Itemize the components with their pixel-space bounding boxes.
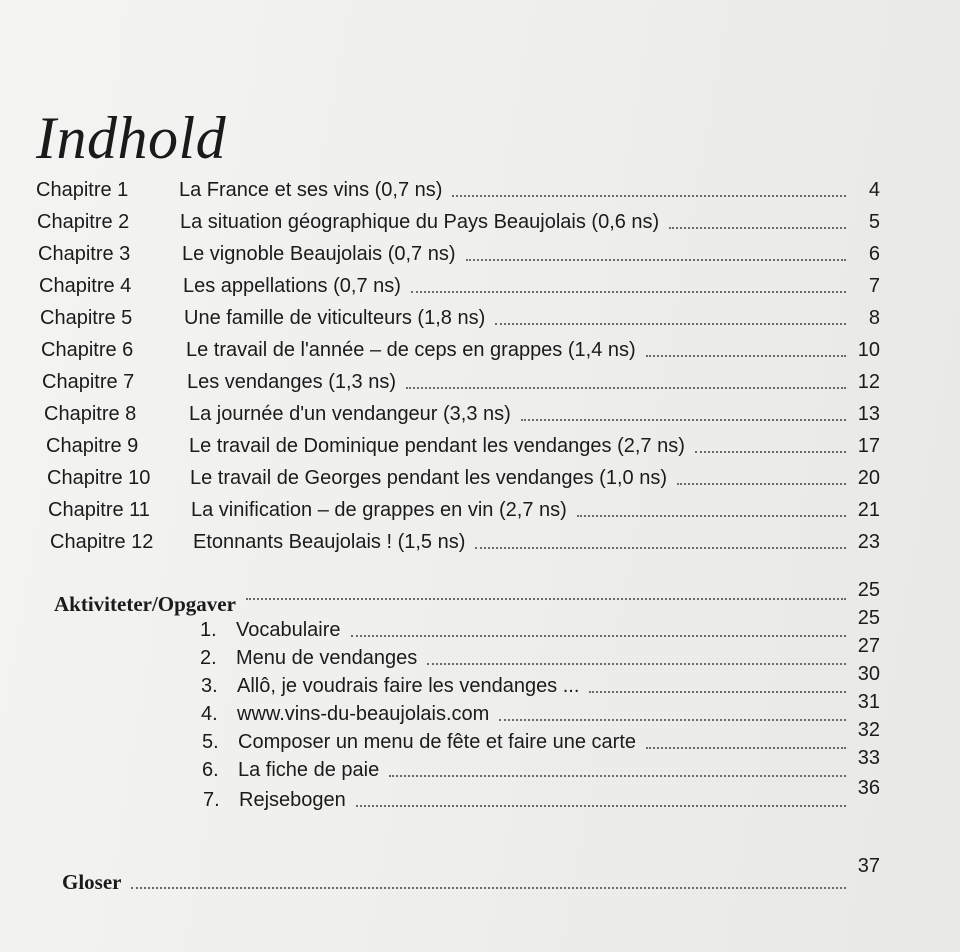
activity-title: Menu de vendanges bbox=[236, 647, 418, 669]
page-number: 30 bbox=[857, 663, 880, 685]
page-title: Indhold bbox=[36, 105, 227, 172]
chapter-label: Chapitre 7 bbox=[42, 371, 135, 393]
page-number: 6 bbox=[868, 243, 880, 265]
page-number: 25 bbox=[857, 579, 880, 601]
chapter-label: Chapitre 2 bbox=[37, 211, 130, 233]
page-number: 37 bbox=[857, 855, 880, 877]
toc-activity-row[interactable] bbox=[203, 777, 880, 812]
page-number: 33 bbox=[857, 747, 880, 769]
toc-chapter-row[interactable] bbox=[47, 460, 880, 490]
chapter-title: Les vendanges (1,3 ns) bbox=[187, 371, 397, 393]
activities-heading: Aktiviteter/Opgaver bbox=[54, 592, 236, 616]
chapter-title: Les appellations (0,7 ns) bbox=[183, 275, 401, 297]
page-number: 7 bbox=[868, 275, 880, 297]
page-number: 13 bbox=[857, 403, 880, 425]
item-number: 5. bbox=[202, 731, 219, 753]
toc-chapter-row[interactable] bbox=[40, 300, 880, 330]
toc-activity-row[interactable] bbox=[201, 663, 880, 698]
toc-activity-row[interactable] bbox=[200, 607, 880, 642]
toc-section-glossary[interactable] bbox=[62, 855, 880, 894]
dot-leader bbox=[589, 691, 846, 693]
dot-leader bbox=[131, 887, 846, 889]
toc-chapter-row[interactable] bbox=[42, 364, 880, 394]
toc-chapter-row[interactable] bbox=[41, 332, 880, 362]
item-number: 2. bbox=[200, 647, 217, 669]
toc-activity-row[interactable] bbox=[201, 691, 880, 726]
chapter-title: Le travail de Georges pendant les vendanges (1,0 ns) bbox=[190, 467, 667, 489]
page-number: 8 bbox=[868, 307, 880, 329]
page-number: 20 bbox=[857, 467, 880, 489]
toc-chapter-row[interactable] bbox=[44, 396, 880, 426]
page-number: 27 bbox=[857, 635, 880, 657]
dot-leader bbox=[577, 515, 846, 517]
item-number: 3. bbox=[201, 675, 218, 697]
dot-leader bbox=[495, 323, 846, 325]
dot-leader bbox=[246, 598, 846, 600]
dot-leader bbox=[521, 419, 846, 421]
chapter-label: Chapitre 4 bbox=[39, 275, 132, 297]
dot-leader bbox=[411, 291, 846, 293]
chapter-title: Le travail de l'année – de ceps en grappes (1,4 ns) bbox=[186, 339, 636, 361]
page-number: 12 bbox=[857, 371, 880, 393]
toc-chapter-row[interactable] bbox=[37, 204, 880, 234]
dot-leader bbox=[356, 805, 846, 807]
activity-title: www.vins-du-beaujolais.com bbox=[237, 703, 490, 725]
toc-activity-row[interactable] bbox=[202, 747, 880, 782]
activity-title: Rejsebogen bbox=[239, 789, 346, 811]
chapter-label: Chapitre 10 bbox=[47, 467, 151, 489]
chapter-title: Etonnants Beaujolais ! (1,5 ns) bbox=[193, 531, 466, 553]
activity-title: Allô, je voudrais faire les vendanges ... bbox=[237, 675, 580, 697]
page-number: 4 bbox=[868, 179, 880, 201]
page-number: 25 bbox=[857, 607, 880, 629]
item-number: 6. bbox=[202, 759, 219, 781]
chapter-label: Chapitre 3 bbox=[38, 243, 131, 265]
glossary-heading: Gloser bbox=[62, 870, 122, 894]
chapter-label: Chapitre 9 bbox=[46, 435, 139, 457]
dot-leader bbox=[452, 195, 846, 197]
toc-activity-row[interactable] bbox=[200, 635, 880, 670]
page-number: 5 bbox=[868, 211, 880, 233]
chapter-label: Chapitre 8 bbox=[44, 403, 137, 425]
toc-chapter-row[interactable] bbox=[50, 524, 880, 554]
page-number: 32 bbox=[857, 719, 880, 741]
dot-leader bbox=[389, 775, 846, 777]
page-number: 10 bbox=[857, 339, 880, 361]
dot-leader bbox=[646, 747, 846, 749]
toc-chapter-row[interactable] bbox=[46, 428, 880, 458]
toc-chapter-row[interactable] bbox=[36, 172, 880, 202]
dot-leader bbox=[646, 355, 846, 357]
chapter-label: Chapitre 1 bbox=[36, 179, 129, 201]
dot-leader bbox=[406, 387, 846, 389]
chapter-title: Le vignoble Beaujolais (0,7 ns) bbox=[182, 243, 456, 265]
toc-chapter-row[interactable] bbox=[39, 268, 880, 298]
page-number: 21 bbox=[857, 499, 880, 521]
chapter-label: Chapitre 6 bbox=[41, 339, 134, 361]
toc-chapter-row[interactable] bbox=[48, 492, 880, 522]
item-number: 1. bbox=[200, 619, 217, 641]
chapter-title: La journée d'un vendangeur (3,3 ns) bbox=[189, 403, 511, 425]
item-number: 7. bbox=[203, 789, 220, 811]
dot-leader bbox=[466, 259, 846, 261]
dot-leader bbox=[499, 719, 846, 721]
dot-leader bbox=[475, 547, 846, 549]
activity-title: Composer un menu de fête et faire une carte bbox=[238, 731, 637, 753]
chapter-title: Le travail de Dominique pendant les vendanges (2,7 ns) bbox=[189, 435, 685, 457]
item-number: 4. bbox=[201, 703, 218, 725]
page-number: 17 bbox=[857, 435, 880, 457]
chapter-label: Chapitre 5 bbox=[40, 307, 133, 329]
dot-leader bbox=[677, 483, 846, 485]
chapter-label: Chapitre 11 bbox=[48, 499, 150, 521]
chapter-title: La vinification – de grappes en vin (2,7 ns) bbox=[191, 499, 567, 521]
dot-leader bbox=[695, 451, 846, 453]
dot-leader bbox=[351, 635, 846, 637]
page-number: 36 bbox=[857, 777, 880, 799]
page-number: 31 bbox=[857, 691, 880, 713]
toc-activity-row[interactable] bbox=[202, 719, 880, 754]
chapter-title: La France et ses vins (0,7 ns) bbox=[179, 179, 443, 201]
chapter-title: Une famille de viticulteurs (1,8 ns) bbox=[184, 307, 486, 329]
page-number: 23 bbox=[857, 531, 880, 553]
activity-title: Vocabulaire bbox=[236, 619, 341, 641]
chapter-title: La situation géographique du Pays Beaujolais (0,6 ns) bbox=[180, 211, 660, 233]
dot-leader bbox=[427, 663, 846, 665]
chapter-label: Chapitre 12 bbox=[50, 531, 154, 553]
dot-leader bbox=[669, 227, 846, 229]
toc-chapter-row[interactable] bbox=[38, 236, 880, 266]
activity-title: La fiche de paie bbox=[238, 759, 380, 781]
